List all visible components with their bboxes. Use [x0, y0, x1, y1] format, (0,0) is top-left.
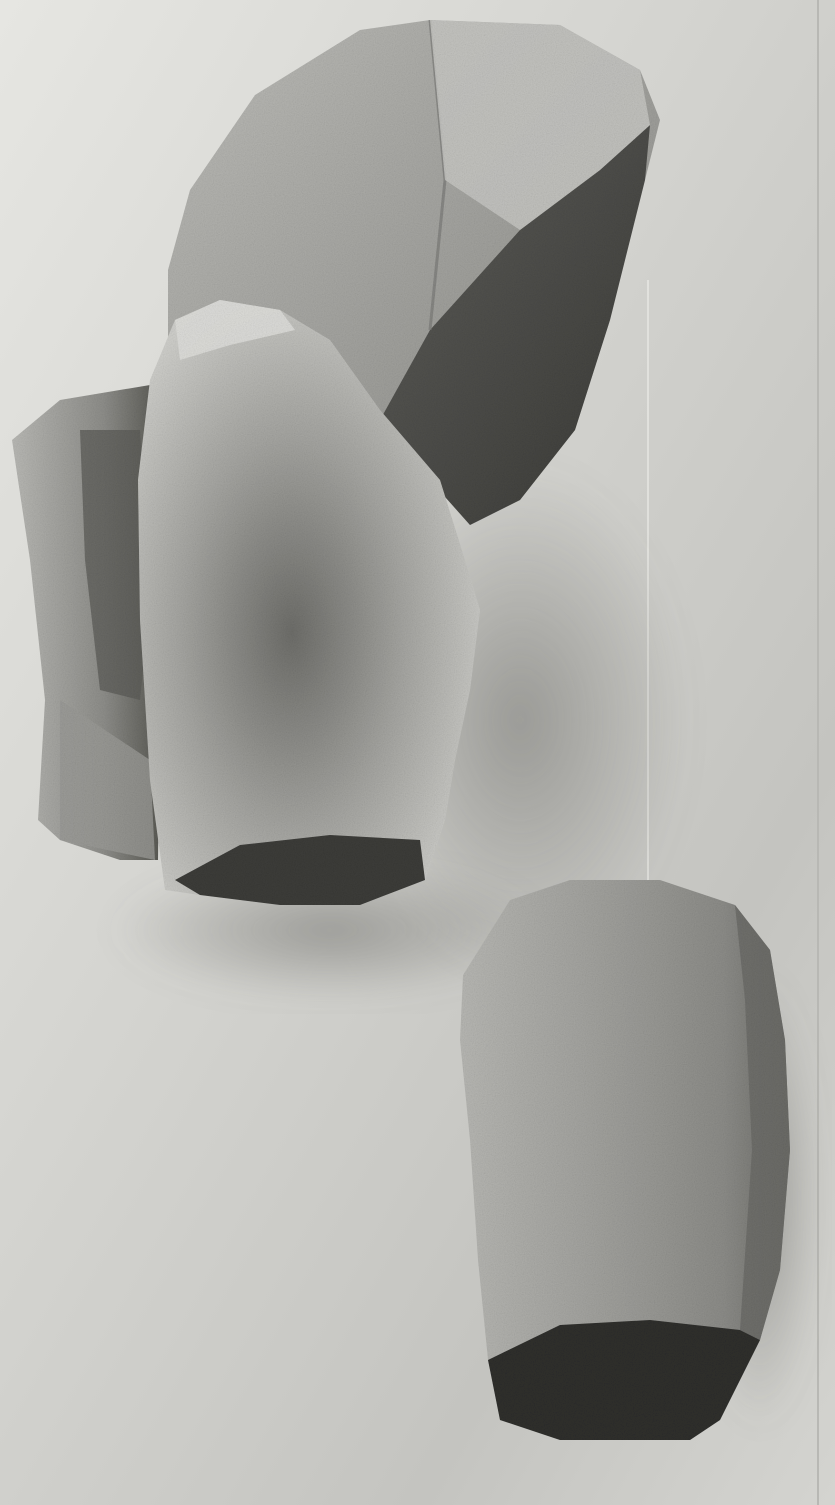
- bottom-stone-axe: [460, 880, 790, 1440]
